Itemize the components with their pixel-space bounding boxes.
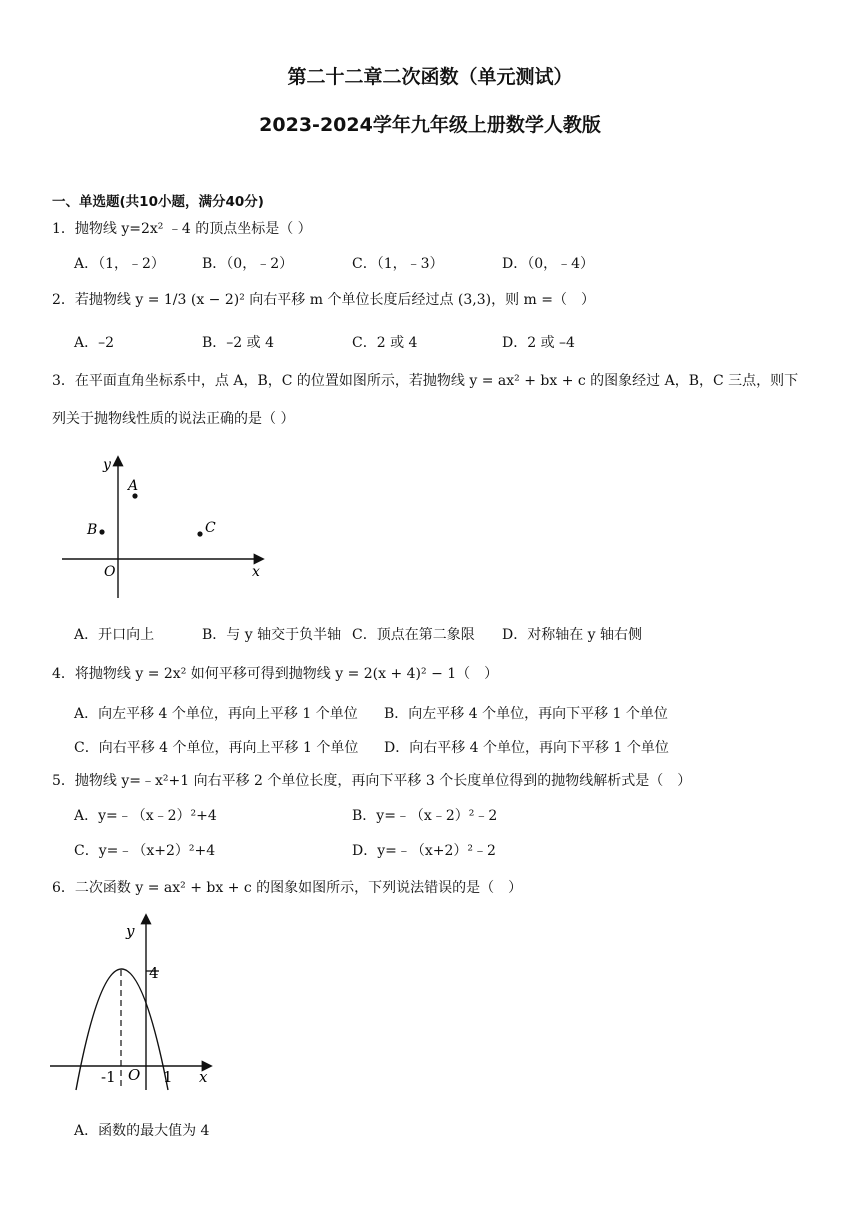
q1-option-c: C．（1，﹣3） [352,256,444,272]
q3-option-d: D．对称轴在 y 轴右侧 [502,627,643,643]
q6-option-a: A．函数的最大值为 4 [74,1123,210,1139]
section-heading: 一、单选题(共10小题，满分40分) [52,194,264,210]
question-5-text: 5．抛物线 y=﹣x²+1 向右平移 2 个单位长度，再向下平移 3 个长度单位得到的抛物线解析式是（ ） [52,773,692,789]
q5-option-b: B．y=﹣（x﹣2）²﹣2 [352,808,498,824]
y-axis-label: y [126,922,135,940]
tick-1-label: 1 [163,1068,173,1086]
q3-option-c: C．顶点在第二象限 [352,627,475,643]
parabola-curve [76,969,168,1090]
question-3-line-1: 3．在平面直角坐标系中，点 A，B，C 的位置如图所示，若抛物线 y = ax² + bx + c 的图象经过 A，B，C 三点，则下 [52,373,799,389]
origin-label: O [104,564,116,580]
q2-option-a: A．–2 [74,335,115,351]
q5-option-a: A．y=﹣（x﹣2）²+4 [74,808,217,824]
point-c-label: C [205,520,216,536]
q3-option-b: B．与 y 轴交于负半轴 [202,627,342,643]
q1-option-d: D．（0，﹣4） [502,256,595,272]
point-a [132,493,137,498]
q4-option-a: A．向左平移 4 个单位，再向上平移 1 个单位 [74,706,358,722]
question-3-line-2: 列关于抛物线性质的说法正确的是（ ） [52,411,295,427]
point-b [99,529,104,534]
q3-coordinate-figure [58,452,273,600]
q5-option-d: D．y=﹣（x+2）²﹣2 [352,843,496,859]
x-axis-label: x [199,1068,208,1086]
page-title: 第二十二章二次函数（单元测试） [287,66,573,88]
point-c [197,531,202,536]
question-2-text: 2．若抛物线 y = 1/3 (x − 2)² 向右平移 m 个单位长度后经过点 (3,3)，则 m =（ ） [52,292,596,308]
q2-option-c: C．2 或 4 [352,335,418,351]
point-b-label: B [87,522,98,538]
question-4-text: 4．将抛物线 y = 2x² 如何平移可得到抛物线 y = 2(x + 4)² − 1（ ） [52,666,499,682]
tick-4-label: 4 [149,964,159,982]
q3-option-a: A．开口向上 [74,627,155,643]
origin-label: O [128,1066,141,1084]
x-axis-label: x [252,564,260,580]
q4-option-b: B．向左平移 4 个单位，再向下平移 1 个单位 [384,706,668,722]
q1-option-a: A．（1，﹣2） [74,256,165,272]
y-axis-label: y [103,457,111,473]
q6-parabola-figure [50,912,220,1094]
question-6-text: 6．二次函数 y = ax² + bx + c 的图象如图所示，下列说法错误的是（ ） [52,880,523,896]
question-1-text: 1．抛物线 y=2x² ﹣4 的顶点坐标是（ ） [52,221,312,237]
q4-option-c: C．向右平移 4 个单位，再向上平移 1 个单位 [74,740,359,756]
tick-neg1-label: -1 [101,1068,116,1086]
q4-option-d: D．向右平移 4 个单位，再向下平移 1 个单位 [384,740,669,756]
q2-option-b: B．–2 或 4 [202,335,275,351]
point-a-label: A [128,478,139,494]
q1-option-b: B．（0，﹣2） [202,256,294,272]
q2-option-d: D．2 或 –4 [502,335,575,351]
page-subtitle: 2023-2024学年九年级上册数学人教版 [259,114,601,136]
q5-option-c: C．y=﹣（x+2）²+4 [74,843,216,859]
